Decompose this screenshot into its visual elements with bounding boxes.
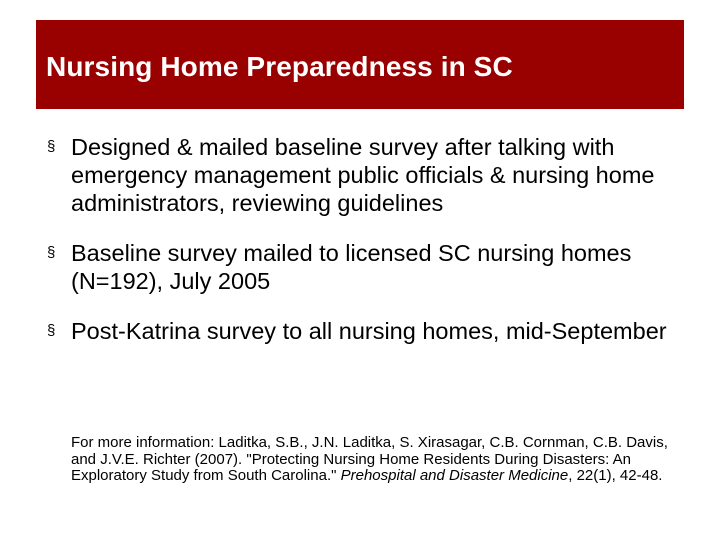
title-bar: [36, 20, 684, 109]
bullet-item: [45, 239, 685, 295]
slide-title: Nursing Home Preparedness in SC: [46, 51, 513, 82]
bullet-item: [45, 133, 685, 217]
bullet-text: Baseline survey mailed to licensed SC nursing homes (N=192), July 2005: [71, 240, 632, 294]
bullet-text: Designed & mailed baseline survey after talking with emergency management public officials & nursing home administrators, reviewing guidelines: [71, 134, 655, 216]
bullet-square-icon: §: [47, 322, 56, 339]
citation-volume: , 22(1), 42-48.: [568, 467, 663, 484]
bullet-square-icon: §: [47, 244, 56, 261]
citation-text: For more information: Laditka, S.B., J.N. Laditka, S. Xirasagar, C.B. Cornman, C.B. Davis, and J.V.E. Richter (2007). "Protecting Nursing Home Residents During Disasters: An Exploratory Study from South Carolina.": [71, 434, 668, 484]
bullet-square-icon: §: [47, 138, 56, 155]
bullet-text: Post-Katrina survey to all nursing homes, mid-September: [71, 318, 667, 344]
bullet-item: [45, 317, 685, 345]
bullet-list: [45, 133, 685, 367]
citation: [71, 435, 681, 485]
citation-journal: Prehospital and Disaster Medicine: [340, 467, 569, 484]
